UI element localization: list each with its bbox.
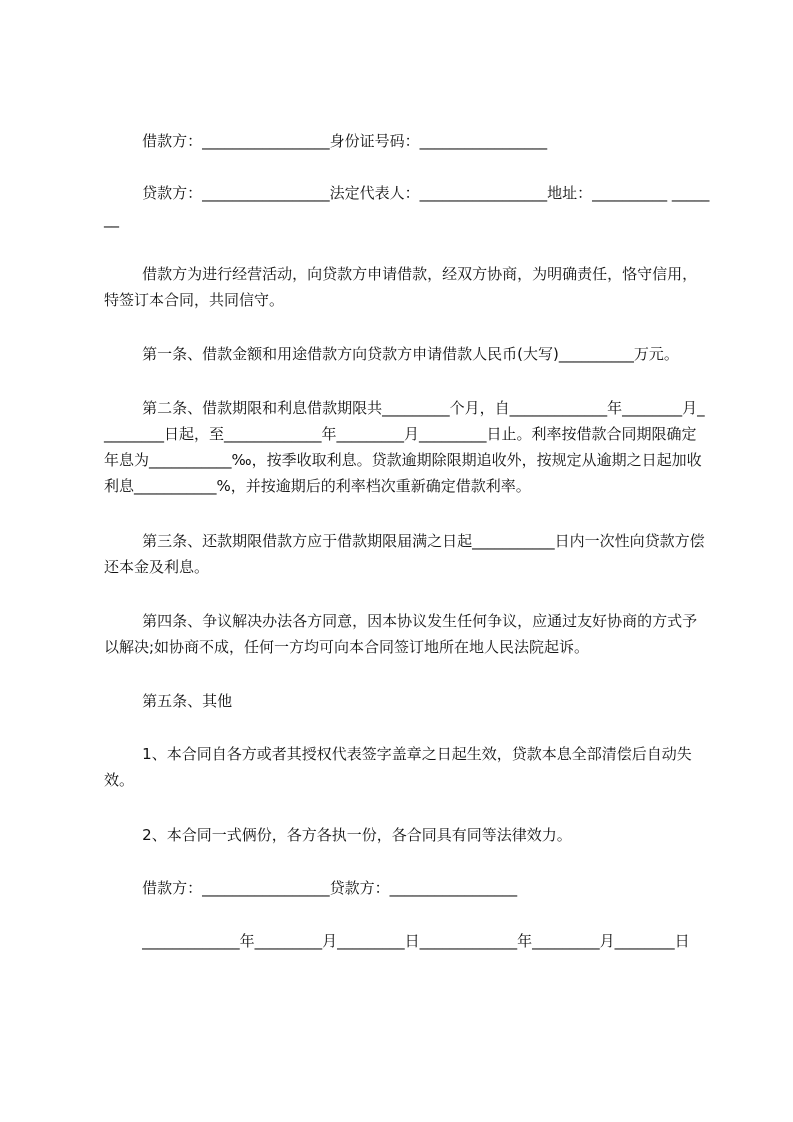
date-line: _____________年_________月_________日_____________年_________月________日 — [104, 932, 690, 950]
preamble-paragraph: 借款方为进行经营活动，向贷款方申请借款，经双方协商，为明确责任，恪守信用，特签订本合同，共同信守。 — [104, 265, 698, 309]
borrower-id-line: 借款方：_________________身份证号码：_________________ — [104, 132, 548, 150]
clause-1-paragraph: 1、本合同自各方或者其授权代表签字盖章之日起生效，贷款本息全部清偿后自动失效。 — [104, 745, 692, 789]
clause-2-paragraph: 2、本合同一式俩份，各方各执一份，各合同具有同等法律效力。 — [104, 826, 572, 844]
lender-info-line: 贷款方：_________________法定代表人：_________________地址：__________ _______ — [104, 184, 710, 228]
article-4-paragraph: 第四条、争议解决办法各方同意，因本协议发生任何争议，应通过友好协商的方式予以解决;如协商不成，任何一方均可向本合同签订地所在地人民法院起诉。 — [104, 612, 698, 656]
article-2-paragraph: 第二条、借款期限和利息借款期限共_________个月，自_____________年________月_________日起，至_____________年_________月_________日止。利率按借款合同期限确定年息为___________‰，按季收取利息。贷款逾期除限期追收外，按规定从逾期之日起加收利息___________%，并按逾期后的利率档次重新确定借款利率。 — [104, 399, 705, 495]
article-1-paragraph: 第一条、借款金额和用途借款方向贷款方申请借款人民币(大写)__________万元。 — [104, 345, 679, 363]
signature-line: 借款方：_________________贷款方：_________________ — [104, 879, 518, 897]
article-3-paragraph: 第三条、还款期限借款方应于借款期限届满之日起___________日内一次性向贷款方偿还本金及利息。 — [104, 532, 705, 576]
article-5-heading: 第五条、其他 — [104, 692, 233, 710]
